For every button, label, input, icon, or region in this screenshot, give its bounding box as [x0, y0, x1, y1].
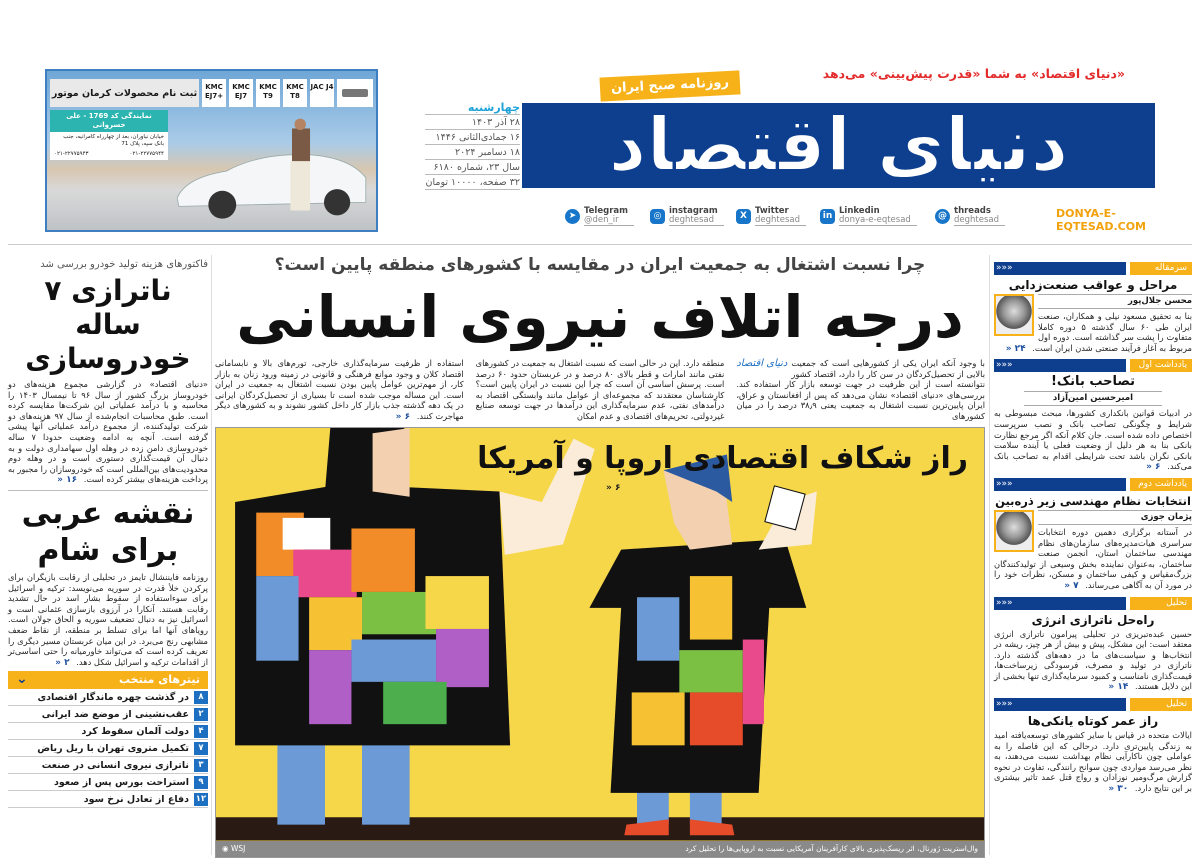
- lead-story: [215, 254, 985, 858]
- date-hijri: ۱۶ جمادی‌الثانی ۱۴۴۶: [425, 130, 520, 145]
- price: ۳۲ صفحه، ۱۰۰۰۰ تومان: [425, 177, 520, 188]
- social-threads[interactable]: [935, 205, 1005, 227]
- story1-title[interactable]: ناترازی ۷ ساله خودروسازی: [25, 274, 191, 375]
- selected-headline-item[interactable]: [8, 740, 208, 757]
- page-number: ۷: [194, 742, 208, 755]
- section-body-block: [994, 629, 1192, 694]
- editorial-section: [994, 262, 1192, 354]
- date-shamsi: ۲۸ آذر ۱۴۰۳: [425, 115, 520, 130]
- lead-text: با وجود آنکه ایران یکی از کشورهایی است که جمعیت بالایی از تحصیل‌کردگان در سن کار را دارد، اقتصاد کشور نتوانسته است از این ظرفیت در جهت توسعه بازار کار استفاده کند. بررسی‌های «دنیای اقتصاد» نشان می‌دهد که پس از افغانستان و عراق، ایران پایین‌ترین نسبت اشتغال به جمعیت یعنی ۳۸٫۹ درصد را در میان کشورهای: [736, 358, 986, 421]
- page-number: ۴: [194, 725, 208, 738]
- feature-illustration[interactable]: [215, 427, 985, 858]
- dealer-info: [50, 110, 168, 160]
- section-title[interactable]: انتخابات نظام مهندسی زیر ذره‌بین: [995, 493, 1191, 508]
- social-name: Linkedin: [839, 205, 880, 216]
- social-name: instagram: [669, 205, 718, 216]
- section-title[interactable]: راه‌حل ناترازی انرژی: [1031, 612, 1155, 627]
- ad-model: JAC J4: [310, 79, 334, 107]
- right-column: [994, 262, 1192, 856]
- chevron-down-icon: ⌄: [16, 671, 28, 688]
- social-handle: donya-e-eqtesad: [839, 214, 911, 225]
- section-label: تحلیل: [1130, 597, 1192, 610]
- story2-title[interactable]: نقشه عربی برای شام: [21, 495, 195, 568]
- social-handle: deghtesad: [954, 214, 1000, 225]
- analysis-section-1: [994, 597, 1192, 694]
- lead-text: استفاده از ظرفیت سرمایه‌گذاری خارجی، تورم‌های بالا و نابسامانی اقتصاد کلان و وجود موانع فرهنگی و قانونی در زمینه ورود زنان به بازار کار، از مهم‌ترین عوامل پایین بودن نسبت اشتغال به جمعیت در ایران است. این مساله موجب شده است تا بسیاری از تحصیل‌کردگان ایرانی در یک دهه گذشته جذب بازار کار داخل کشور نشوند و به کشورهای دیگر مهاجرت کنند.: [214, 358, 464, 421]
- headline-text: تکمیل متروی تهران با ریل ریاض: [37, 742, 189, 754]
- selected-headline-item[interactable]: [8, 689, 208, 706]
- ad-model: KMC T8: [283, 79, 307, 107]
- morning-paper-tag: روزنامه صبح ایران: [599, 70, 740, 101]
- lead-kicker: چرا نسبت اشتغال به جمعیت ایران در مقایسه با کشورهای منطقه پایین است؟: [274, 255, 926, 275]
- feature-caption: وال‌استریت ژورنال، اثر ریسک‌پذیری بالای کارآفرینان آمریکایی نسبت به اروپایی‌ها را تحلیل کرد: [685, 844, 978, 853]
- headline-text: دولت آلمان سقوط کرد: [81, 725, 189, 737]
- lead-text: منطقه دارد. این در حالی است که نسبت اشتغال به جمعیت در کشورهای نفتی مانند امارات و قطر بالای ۸۰ درصد و در عربستان حدود ۶۰ درصد است. پرسش اساسی آن است که چرا این نسبت در ایران پایین است؟ کارشناسان معتقدند که مجموعه‌ای از عوامل مانند وابستگی اقتصاد به درآمدهای نفتی، عدم سرمایه‌گذاری این درآمدها در جهت توسعه صنایع غیردولتی، تحریم‌های اقتصادی و عدم امکان: [475, 358, 725, 421]
- story2-body: روزنامه فایننشال تایمز در تحلیلی از رقابت بازیگران برای پرکردن خلأ قدرت در سوریه می‌نویسد: ترکیه و اسرائیل برای سوءاستفاده از سقوط بشار اسد در حال تشدید رقابت هستند. آنکارا در آرزوی بازسازی عثمانی است و اسرائیل نیز به دنبال تضعیف سوریه و الحاق جولان است. رویاهای آنها اما برای تسلط بر منطقه، از نقاط ضعف مشابهی رنج می‌برد. در این میان عربستان مسیر دیگری را تعریف کرده است که می‌تواند خاورمیانه را حتی اساسی‌تر از اقدامات ترکیه و اسرائیل شکل دهد.: [8, 571, 208, 667]
- selected-headline-item[interactable]: [8, 757, 208, 774]
- section-body: حسین عبده‌تبریزی در تحلیلی پیرامون ناترازی انرژی معتقد است: این مشکل، پیش و بیش از هر چیز، ریشه در انتخاب‌ها و سیاست‌های ما در دهه‌های گذشته دارد. ناترازی در تولید و مصرف، فرسودگی زیرساخت‌ها، قیمت‌گذاری نامناسب و کمبود سرمایه‌گذاری تنها بخشی از این دلایل هستند.: [994, 628, 1192, 692]
- lead-body: [215, 358, 985, 423]
- analysis-section-2: [994, 698, 1192, 795]
- author-photo: [994, 510, 1034, 552]
- issue-dates: [425, 100, 520, 190]
- social-handle: deghtesad: [669, 214, 715, 225]
- dealer-logo-icon: [337, 79, 373, 107]
- date-gregorian: ۱۸ دسامبر ۲۰۲۴: [425, 145, 520, 160]
- page-number: ۱۲: [195, 793, 207, 804]
- headline-text: ناترازی نیروی انسانی در صنعت: [41, 759, 189, 771]
- selected-headlines-header: تیترهای منتخب: [119, 673, 200, 687]
- page-ref[interactable]: ۶ «: [1146, 462, 1161, 473]
- divider: [8, 490, 208, 491]
- website-link[interactable]: DONYA-E-EQTESAD.COM: [1056, 207, 1146, 233]
- paper-logo-mark: دنیای اقتصاد: [736, 358, 788, 369]
- story1-body: «دنیای اقتصاد» در گزارشی مجموع هزینه‌های دو خودروساز بزرگ کشور از سال ۹۶ تا نیمسال ۱۴۰۳ را محاسبه و با درآمد عملیاتی این شرکت‌ها مقایسه کرده است. طبق محاسبات انجام‌شده از سال ۹۷ هزینه‌های دو شرکت تولیدکننده، از مجموع درآمد عملیاتی آنها پیشی گرفته است. آنچه به ادامه وضعیت حدودا ۷ ساله خودروسازی دامن زده در وهله اول سهامداری دولت و به دنبال آن قیمت‌گذاری دستوری است و در وهله دوم محدودیت‌های بین‌المللی است که خودروسازان را مجبور به پرداخت هزینه‌های بیشتر کرده است.: [8, 379, 209, 485]
- page-number: ۹: [194, 776, 208, 789]
- author-name: محسن جلال‌پور: [1038, 294, 1192, 309]
- section-body: در آستانه برگزاری دهمین دوره انتخابات سراسری هیات‌مدیره‌های سازمان‌های نظام مهندسی ساختمان استان، انجمن صنعت ساختمان، به‌عنوان نماینده بخش وسیعی از تولیدکنندگان بزرگ‌مقیاس و کیفی ساختمان و مسکن، نظرات خود را در مورد آن به آگاهی می‌رساند.: [994, 526, 1192, 590]
- chevrons-icon: «««: [994, 698, 1126, 711]
- feature-caption-bar: [216, 841, 984, 857]
- telegram-icon: ➤: [565, 209, 580, 224]
- left-column: [8, 258, 208, 856]
- social-linkedin[interactable]: [820, 205, 917, 227]
- social-telegram[interactable]: [565, 205, 634, 227]
- masthead-divider: [8, 244, 1192, 245]
- column-rule: [989, 255, 990, 855]
- issue-number: سال ۲۳، شماره ۶۱۸۰: [425, 160, 520, 175]
- story1-kicker: فاکتورهای هزینه تولید خودرو بررسی شد: [40, 259, 208, 270]
- section-body: ایالات متحده در قیاس با سایر کشورهای توسعه‌یافته امید به زندگی پایین‌تری دارد. درحالی که این فاصله را به عواملی چون ناکارآیی نظام بهداشت نسبت می‌دهند، به نظر می‌رسد مواردی چون سوانح رانندگی، تفاوت در نحوه گزارش مرگ‌ومیر نوزادان و رواج قتل عمد تاثیر بیشتری بر این نتایج دارد.: [994, 730, 1192, 794]
- feature-page-ref[interactable]: ۶ «: [606, 482, 621, 493]
- social-twitter[interactable]: [736, 205, 806, 227]
- illustration-figures: [216, 428, 984, 857]
- social-name: Telegram: [584, 205, 628, 216]
- selected-headline-item[interactable]: [8, 774, 208, 791]
- weekday: چهارشنبه: [425, 100, 520, 115]
- dealer-phone: ۰۲۱-۲۲۷۷۵۹۴۴: [129, 151, 164, 157]
- chevrons-icon: «««: [994, 478, 1126, 491]
- dealer-phone: ۰۲۱-۲۲۷۷۵۹۴۳: [54, 151, 89, 157]
- story2-body-block: [8, 572, 208, 668]
- ad-title: ثبت نام محصولات کرمان موتور: [50, 79, 199, 107]
- social-name: threads: [954, 205, 991, 216]
- kmc-advertisement[interactable]: [45, 69, 378, 232]
- dealer-name: نمایندگی کد 1769 - علی خسروانی: [50, 110, 168, 132]
- section-body-block: [994, 408, 1192, 473]
- social-handle: deghtesad: [755, 214, 801, 225]
- feature-title[interactable]: راز شکاف اقتصادی اروپا و آمریکا: [477, 440, 968, 476]
- section-label: تحلیل: [1130, 698, 1192, 711]
- camera-icon: ◉: [222, 844, 231, 853]
- headline-text: دفاع از تعادل نرخ سود: [83, 793, 189, 805]
- headline-text: در گذشت چهره ماندگار اقتصادی: [37, 691, 189, 703]
- chevrons-icon: «««: [994, 262, 1126, 275]
- page-ref[interactable]: ۳۰ «: [1108, 784, 1129, 795]
- story1-body-block: [8, 379, 208, 486]
- newspaper-logo: دنیای اقتصاد: [608, 103, 1069, 188]
- page-number: ۳: [194, 759, 208, 772]
- ad-model: KMC T9: [256, 79, 280, 107]
- lead-body-col-2: [476, 358, 725, 423]
- ad-model: KMC EJ7: [229, 79, 253, 107]
- lead-page-ref[interactable]: ۶ «: [395, 411, 411, 422]
- social-instagram[interactable]: [650, 205, 724, 227]
- page-ref[interactable]: ۷ «: [1064, 580, 1079, 591]
- twitter-icon: X: [736, 209, 751, 224]
- section-title[interactable]: تصاحب بانک!: [1050, 374, 1136, 390]
- author-name: امیرحسین امین‌آزاد: [1024, 391, 1162, 406]
- author-photo: [994, 294, 1034, 336]
- column-rule: [211, 255, 212, 855]
- threads-icon: @: [935, 209, 950, 224]
- section-title[interactable]: مراحل و عواقب صنعت‌زدایی: [1008, 278, 1178, 292]
- lead-body-col-3: [215, 358, 464, 423]
- page-number: ۲: [194, 708, 208, 721]
- social-handle: @den_ir: [584, 214, 619, 225]
- story2-page-ref[interactable]: ۲ «: [55, 657, 70, 668]
- credit-text: WSJ: [230, 844, 246, 853]
- slogan: «دنیای اقتصاد» به شما «قدرت پیش‌بینی» می‌دهد: [822, 66, 1125, 81]
- social-name: Twitter: [755, 205, 789, 216]
- chevrons-icon: «««: [994, 359, 1126, 372]
- author-name: پژمان جوزی: [1038, 510, 1192, 525]
- headline-text: استراحت بورس پس از صعود: [54, 776, 189, 788]
- dealer-address: خیابان نیاوران، بعد از چهارراه کامرانیه، جنب بانک سپه، پلاک 71: [63, 134, 164, 147]
- selected-headline-item[interactable]: [8, 706, 208, 723]
- section-body: در ادبیات قوانین بانکداری کشورها، مبحث مبسوطی به شرایط و چگونگی تصاحب بانک و نصب سرپرست اختصاص داده شده است. جان کلام آنکه اگر مرجع نظارت بانکی بنا به هر دلیل از وضعیت فعلی یا آینده سلامت بانکی نگران باشد تحت شرایطی اقدام به تصاحب بانک می‌کند.: [994, 408, 1192, 472]
- page-ref[interactable]: ۱۴ «: [1108, 682, 1129, 693]
- chevrons-icon: «««: [994, 597, 1126, 610]
- ad-model: KMC EJ7+: [202, 79, 226, 107]
- selected-headline-item[interactable]: [8, 791, 208, 808]
- photo-credit: [222, 841, 245, 857]
- lead-body-col-1: [736, 358, 985, 423]
- instagram-icon: ◎: [650, 209, 665, 224]
- second-note-section: [994, 478, 1192, 592]
- page-ref[interactable]: ۲۴ «: [1005, 343, 1026, 354]
- story1-page-ref[interactable]: ۱۶ «: [57, 475, 78, 486]
- linkedin-icon: in: [820, 209, 835, 224]
- page-number: ۸: [194, 691, 208, 704]
- selected-headlines: [8, 671, 208, 808]
- headline-text: عقب‌نشینی از موضع ضد ایرانی: [41, 708, 189, 720]
- selected-headline-item[interactable]: [8, 723, 208, 740]
- first-note-section: [994, 359, 1192, 473]
- section-label: سرمقاله: [1130, 262, 1192, 275]
- section-label: یادداشت دوم: [1130, 478, 1192, 491]
- section-label: یادداشت اول: [1130, 359, 1192, 372]
- section-title[interactable]: راز عمر کوتاه یانکی‌ها: [1027, 714, 1159, 729]
- section-body: بنا به تحقیق مسعود نیلی و همکاران، صنعت ایران طی ۶۰ سال گذشته ۵ دوره کاملا متفاوت را پشت سر گذاشته است. دوره اول مربوط به آغاز فرآیند صنعتی شدن ایران است.: [1032, 311, 1192, 353]
- section-body-block: [994, 730, 1192, 795]
- lead-headline[interactable]: درجه اتلاف نیروی انسانی: [236, 283, 964, 351]
- car-image: [169, 113, 374, 230]
